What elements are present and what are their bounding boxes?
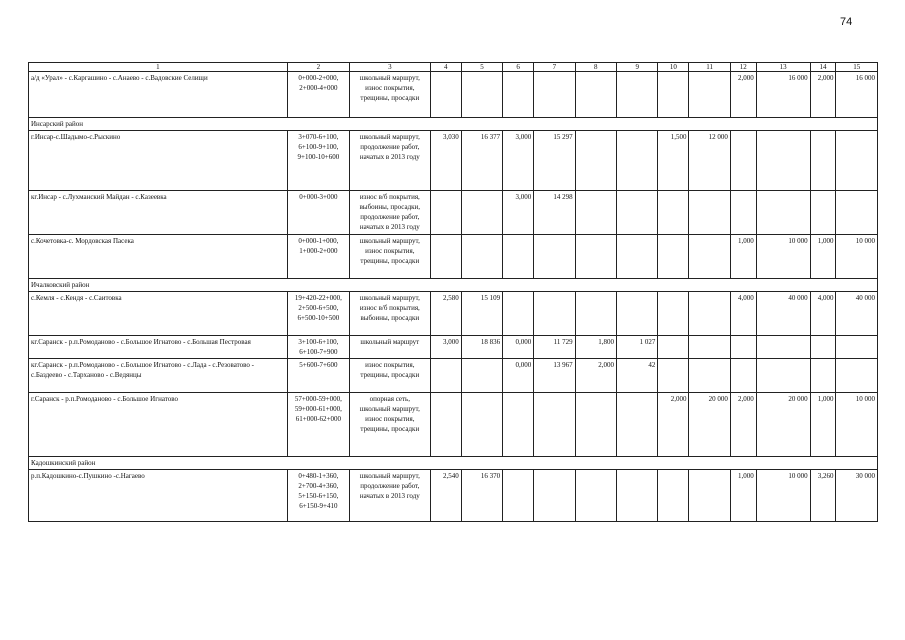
page-number: 74 (840, 16, 853, 28)
road-name-cell: кг.Инсар - с.Лухманский Майдан - с.Казеевка (29, 191, 288, 235)
value-cell (461, 191, 502, 235)
value-cell: 2,000 (575, 359, 616, 393)
reason-cell: опорная сеть, школьный маршрут, износ покрытия, трещины, просадки (349, 393, 430, 457)
reason-cell: школьный маршрут, износ покрытия, трещины, просадки (349, 235, 430, 279)
header-cell: 8 (575, 63, 616, 72)
header-cell: 1 (29, 63, 288, 72)
value-cell (689, 235, 730, 279)
value-cell (658, 191, 689, 235)
table-header-row (29, 63, 878, 72)
value-cell: 2,000 (730, 393, 756, 457)
value-cell: 2,580 (430, 292, 461, 336)
header-cell: 4 (430, 63, 461, 72)
km-range-cell: 5+600-7+600 (287, 359, 349, 393)
reason-cell: износ в/б покрытия, выбоины, просадки, продолжение работ, начатых в 2013 году (349, 191, 430, 235)
table-row (29, 470, 878, 522)
value-cell (617, 393, 658, 457)
value-cell (534, 72, 575, 118)
km-range-cell: 0+000-1+000, 1+000-2+000 (287, 235, 349, 279)
value-cell (430, 393, 461, 457)
value-cell: 10 000 (756, 470, 810, 522)
value-cell (575, 292, 616, 336)
region-row (29, 457, 878, 470)
table-row (29, 359, 878, 393)
value-cell: 10 000 (756, 235, 810, 279)
value-cell (503, 292, 534, 336)
value-cell (534, 235, 575, 279)
reason-cell: школьный маршрут, продолжение работ, начатых в 2013 году (349, 131, 430, 191)
value-cell (575, 393, 616, 457)
table-row (29, 235, 878, 279)
value-cell (689, 72, 730, 118)
value-cell: 1 027 (617, 336, 658, 359)
value-cell (730, 359, 756, 393)
value-cell (658, 336, 689, 359)
value-cell: 30 000 (836, 470, 878, 522)
road-name-cell: с.Кемля - с.Кендя - с.Саитовка (29, 292, 288, 336)
value-cell (756, 131, 810, 191)
km-range-cell: 0+000-2+000, 2+000-4+000 (287, 72, 349, 118)
header-cell: 14 (810, 63, 836, 72)
value-cell (575, 235, 616, 279)
value-cell (689, 336, 730, 359)
value-cell: 3,000 (430, 336, 461, 359)
value-cell (730, 131, 756, 191)
value-cell (658, 72, 689, 118)
value-cell: 1,000 (730, 235, 756, 279)
km-range-cell: 3+100-6+100, 6+100-7+900 (287, 336, 349, 359)
value-cell: 16 000 (836, 72, 878, 118)
value-cell (689, 359, 730, 393)
header-cell: 15 (836, 63, 878, 72)
value-cell (430, 359, 461, 393)
value-cell (836, 191, 878, 235)
value-cell (617, 191, 658, 235)
value-cell: 3,030 (430, 131, 461, 191)
value-cell (575, 470, 616, 522)
km-range-cell: 3+070-6+100, 6+100-9+100, 9+100-10+600 (287, 131, 349, 191)
reason-cell: школьный маршрут, продолжение работ, начатых в 2013 году (349, 470, 430, 522)
header-cell: 7 (534, 63, 575, 72)
value-cell: 40 000 (836, 292, 878, 336)
region-row (29, 118, 878, 131)
value-cell (461, 72, 502, 118)
value-cell (617, 131, 658, 191)
value-cell: 1,800 (575, 336, 616, 359)
value-cell (430, 191, 461, 235)
value-cell: 12 000 (689, 131, 730, 191)
road-name-cell: кг.Саранск - р.п.Ромоданово - с.Большое Игнатово - с.Лада - с.Резоватово - с.Баздеево - с.Тарханово - с.Ведянцы (29, 359, 288, 393)
value-cell (810, 131, 836, 191)
value-cell (756, 336, 810, 359)
value-cell (534, 393, 575, 457)
value-cell: 1,000 (810, 235, 836, 279)
road-repair-table-container (28, 62, 878, 522)
value-cell (658, 292, 689, 336)
value-cell (756, 359, 810, 393)
table-row (29, 393, 878, 457)
value-cell: 20 000 (756, 393, 810, 457)
km-range-cell: 0+480-1+360, 2+700-4+360, 5+150-6+150, 6+150-9+410 (287, 470, 349, 522)
value-cell (658, 235, 689, 279)
value-cell: 15 297 (534, 131, 575, 191)
region-row (29, 279, 878, 292)
value-cell: 2,000 (730, 72, 756, 118)
value-cell: 3,000 (503, 131, 534, 191)
value-cell: 14 298 (534, 191, 575, 235)
value-cell: 15 109 (461, 292, 502, 336)
value-cell (689, 470, 730, 522)
value-cell (430, 72, 461, 118)
km-range-cell: 0+000-3+000 (287, 191, 349, 235)
header-cell: 11 (689, 63, 730, 72)
region-name: Инсарский район (29, 118, 878, 131)
table-row (29, 191, 878, 235)
header-cell: 9 (617, 63, 658, 72)
value-cell (689, 292, 730, 336)
value-cell: 20 000 (689, 393, 730, 457)
value-cell (503, 235, 534, 279)
table-body (29, 63, 878, 522)
value-cell (461, 393, 502, 457)
value-cell: 16 377 (461, 131, 502, 191)
value-cell (810, 191, 836, 235)
km-range-cell: 57+000-59+000, 59+000-61+000, 61+000-62+000 (287, 393, 349, 457)
value-cell: 2,540 (430, 470, 461, 522)
value-cell (658, 359, 689, 393)
value-cell (575, 191, 616, 235)
reason-cell: школьный маршрут, износ в/б покрытия, выбоины, просадки (349, 292, 430, 336)
region-name: Кадошкинский район (29, 457, 878, 470)
value-cell (689, 191, 730, 235)
road-name-cell: г.Инсар-с.Шадымо-с.Рыскино (29, 131, 288, 191)
header-cell: 13 (756, 63, 810, 72)
value-cell (658, 470, 689, 522)
value-cell: 42 (617, 359, 658, 393)
value-cell: 1,000 (730, 470, 756, 522)
header-cell: 3 (349, 63, 430, 72)
table-row (29, 336, 878, 359)
value-cell (617, 470, 658, 522)
value-cell: 40 000 (756, 292, 810, 336)
value-cell (534, 470, 575, 522)
value-cell: 0,000 (503, 359, 534, 393)
value-cell: 4,000 (810, 292, 836, 336)
value-cell: 11 729 (534, 336, 575, 359)
value-cell (617, 72, 658, 118)
value-cell: 3,260 (810, 470, 836, 522)
value-cell (836, 336, 878, 359)
value-cell (461, 235, 502, 279)
value-cell: 1,000 (810, 393, 836, 457)
value-cell (461, 359, 502, 393)
value-cell: 2,000 (658, 393, 689, 457)
value-cell: 16 370 (461, 470, 502, 522)
value-cell: 0,000 (503, 336, 534, 359)
value-cell (810, 336, 836, 359)
value-cell: 16 000 (756, 72, 810, 118)
header-cell: 10 (658, 63, 689, 72)
header-cell: 12 (730, 63, 756, 72)
value-cell: 10 000 (836, 393, 878, 457)
value-cell: 10 000 (836, 235, 878, 279)
value-cell: 2,000 (810, 72, 836, 118)
road-name-cell: а/д «Урал» - с.Каргашино - с.Анаево - с.Вадовские Селищи (29, 72, 288, 118)
header-cell: 5 (461, 63, 502, 72)
road-name-cell: с.Кочетовка-с. Мордовская Пасека (29, 235, 288, 279)
table-row (29, 131, 878, 191)
value-cell (730, 191, 756, 235)
value-cell (430, 235, 461, 279)
value-cell (575, 72, 616, 118)
table-row (29, 72, 878, 118)
value-cell (756, 191, 810, 235)
value-cell: 3,000 (503, 191, 534, 235)
road-name-cell: кг.Саранск - р.п.Ромоданово - с.Большое Игнатово - с.Большая Пестровая (29, 336, 288, 359)
value-cell: 4,000 (730, 292, 756, 336)
region-name: Ичалковский район (29, 279, 878, 292)
header-cell: 2 (287, 63, 349, 72)
value-cell (836, 131, 878, 191)
header-cell: 6 (503, 63, 534, 72)
road-repair-table (28, 62, 878, 522)
value-cell (617, 235, 658, 279)
value-cell (810, 359, 836, 393)
reason-cell: износ покрытия, трещины, просадки (349, 359, 430, 393)
road-name-cell: р.п.Кадошкино-с.Пушкино -с.Нагаево (29, 470, 288, 522)
value-cell: 18 836 (461, 336, 502, 359)
reason-cell: школьный маршрут (349, 336, 430, 359)
value-cell (617, 292, 658, 336)
reason-cell: школьный маршрут, износ покрытия, трещины, просадки (349, 72, 430, 118)
value-cell: 1,500 (658, 131, 689, 191)
value-cell (730, 336, 756, 359)
value-cell (503, 470, 534, 522)
value-cell (503, 72, 534, 118)
value-cell (836, 359, 878, 393)
value-cell (575, 131, 616, 191)
value-cell: 13 967 (534, 359, 575, 393)
km-range-cell: 19+420-22+000, 2+500-6+500, 6+500-10+500 (287, 292, 349, 336)
table-row (29, 292, 878, 336)
value-cell (534, 292, 575, 336)
value-cell (503, 393, 534, 457)
road-name-cell: г.Саранск - р.п.Ромоданово - с.Большое Игнатово (29, 393, 288, 457)
